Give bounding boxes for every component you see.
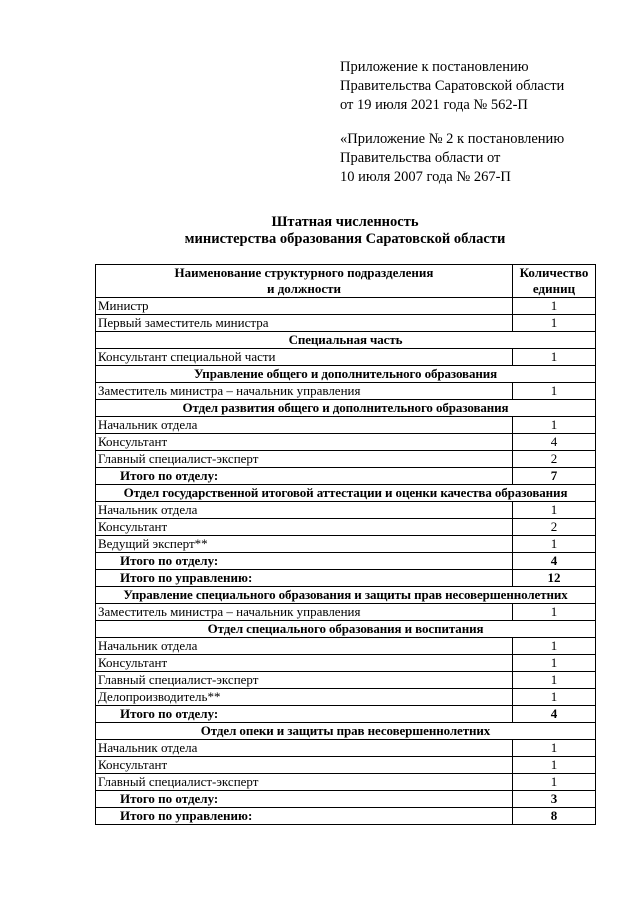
position-count: 1 <box>513 774 596 791</box>
section-title: Отдел государственной итоговой аттестации и оценки качества образования <box>96 485 596 502</box>
position-count: 1 <box>513 502 596 519</box>
section-row <box>96 400 596 417</box>
position-count: 1 <box>513 298 596 315</box>
table-body <box>96 298 596 825</box>
total-label: Итого по отделу: <box>96 706 513 723</box>
position-count: 2 <box>513 519 596 536</box>
position-name: Консультант <box>96 757 513 774</box>
position-count: 4 <box>513 434 596 451</box>
total-row <box>96 706 596 723</box>
header-name-line2: и должности <box>266 281 341 296</box>
position-count: 1 <box>513 638 596 655</box>
section-title: Отдел развития общего и дополнительного образования <box>96 400 596 417</box>
total-row <box>96 791 596 808</box>
table-row <box>96 774 596 791</box>
appendix-line: Приложение к постановлению <box>340 59 529 75</box>
table-row <box>96 757 596 774</box>
total-row <box>96 808 596 825</box>
position-count: 1 <box>513 315 596 332</box>
position-count: 1 <box>513 536 596 553</box>
position-count: 1 <box>513 655 596 672</box>
header-count-line2: единиц <box>532 281 576 296</box>
total-row <box>96 553 596 570</box>
total-label: Итого по управлению: <box>96 808 513 825</box>
section-title: Отдел опеки и защиты прав несовершеннолетних <box>96 723 596 740</box>
position-name: Делопроизводитель** <box>96 689 513 706</box>
document-title <box>0 214 640 248</box>
table-row <box>96 655 596 672</box>
table-row <box>96 519 596 536</box>
table-row <box>96 536 596 553</box>
appendix-line: от 19 июля 2021 года № 562-П <box>340 97 528 113</box>
staffing-table <box>95 264 596 825</box>
position-name: Начальник отдела <box>96 417 513 434</box>
original-appendix-reference <box>340 130 564 187</box>
table-row <box>96 689 596 706</box>
section-row <box>96 587 596 604</box>
position-name: Министр <box>96 298 513 315</box>
table-row <box>96 349 596 366</box>
total-count: 7 <box>513 468 596 485</box>
position-name: Главный специалист-эксперт <box>96 672 513 689</box>
position-name: Начальник отдела <box>96 502 513 519</box>
total-label: Итого по отделу: <box>96 553 513 570</box>
section-title: Отдел специального образования и воспитания <box>96 621 596 638</box>
position-name: Начальник отдела <box>96 638 513 655</box>
header-name-line1: Наименование структурного подразделения <box>174 265 434 280</box>
section-title: Управление специального образования и защиты прав несовершеннолетних <box>96 587 596 604</box>
total-label: Итого по отделу: <box>96 468 513 485</box>
total-label: Итого по управлению: <box>96 570 513 587</box>
total-count: 12 <box>513 570 596 587</box>
position-name: Консультант специальной части <box>96 349 513 366</box>
total-count: 4 <box>513 553 596 570</box>
section-row <box>96 366 596 383</box>
appendix-line: 10 июля 2007 года № 267-П <box>340 169 511 185</box>
total-row <box>96 570 596 587</box>
position-count: 2 <box>513 451 596 468</box>
position-count: 1 <box>513 383 596 400</box>
position-name: Первый заместитель министра <box>96 315 513 332</box>
header-name <box>96 265 513 298</box>
title-line: министерства образования Саратовской области <box>184 231 506 247</box>
section-title: Специальная часть <box>96 332 596 349</box>
table-row <box>96 315 596 332</box>
table-row <box>96 672 596 689</box>
position-name: Заместитель министра – начальник управления <box>96 383 513 400</box>
table-row <box>96 638 596 655</box>
position-name: Консультант <box>96 434 513 451</box>
appendix-reference <box>340 58 564 115</box>
table-row <box>96 383 596 400</box>
table-row <box>96 740 596 757</box>
appendix-line: Правительства Саратовской области <box>340 78 565 94</box>
total-count: 3 <box>513 791 596 808</box>
position-count: 1 <box>513 757 596 774</box>
position-name: Главный специалист-эксперт <box>96 774 513 791</box>
table-row <box>96 434 596 451</box>
position-count: 1 <box>513 604 596 621</box>
position-count: 1 <box>513 672 596 689</box>
title-line: Штатная численность <box>271 214 419 230</box>
total-row <box>96 468 596 485</box>
section-row <box>96 485 596 502</box>
table-header-row <box>96 265 596 298</box>
section-row <box>96 332 596 349</box>
appendix-line: Правительства области от <box>340 150 501 166</box>
total-count: 8 <box>513 808 596 825</box>
section-title: Управление общего и дополнительного образования <box>96 366 596 383</box>
position-name: Консультант <box>96 655 513 672</box>
table-row <box>96 417 596 434</box>
section-row <box>96 723 596 740</box>
position-count: 1 <box>513 689 596 706</box>
position-name: Ведущий эксперт** <box>96 536 513 553</box>
table-row <box>96 604 596 621</box>
header-count-line1: Количество <box>519 265 589 280</box>
position-count: 1 <box>513 349 596 366</box>
section-row <box>96 621 596 638</box>
table-row <box>96 451 596 468</box>
header-count <box>513 265 596 298</box>
position-name: Начальник отдела <box>96 740 513 757</box>
position-name: Заместитель министра – начальник управления <box>96 604 513 621</box>
total-count: 4 <box>513 706 596 723</box>
appendix-line: «Приложение № 2 к постановлению <box>340 131 565 147</box>
table-row <box>96 298 596 315</box>
position-count: 1 <box>513 417 596 434</box>
position-count: 1 <box>513 740 596 757</box>
position-name: Консультант <box>96 519 513 536</box>
total-label: Итого по отделу: <box>96 791 513 808</box>
table-row <box>96 502 596 519</box>
position-name: Главный специалист-эксперт <box>96 451 513 468</box>
